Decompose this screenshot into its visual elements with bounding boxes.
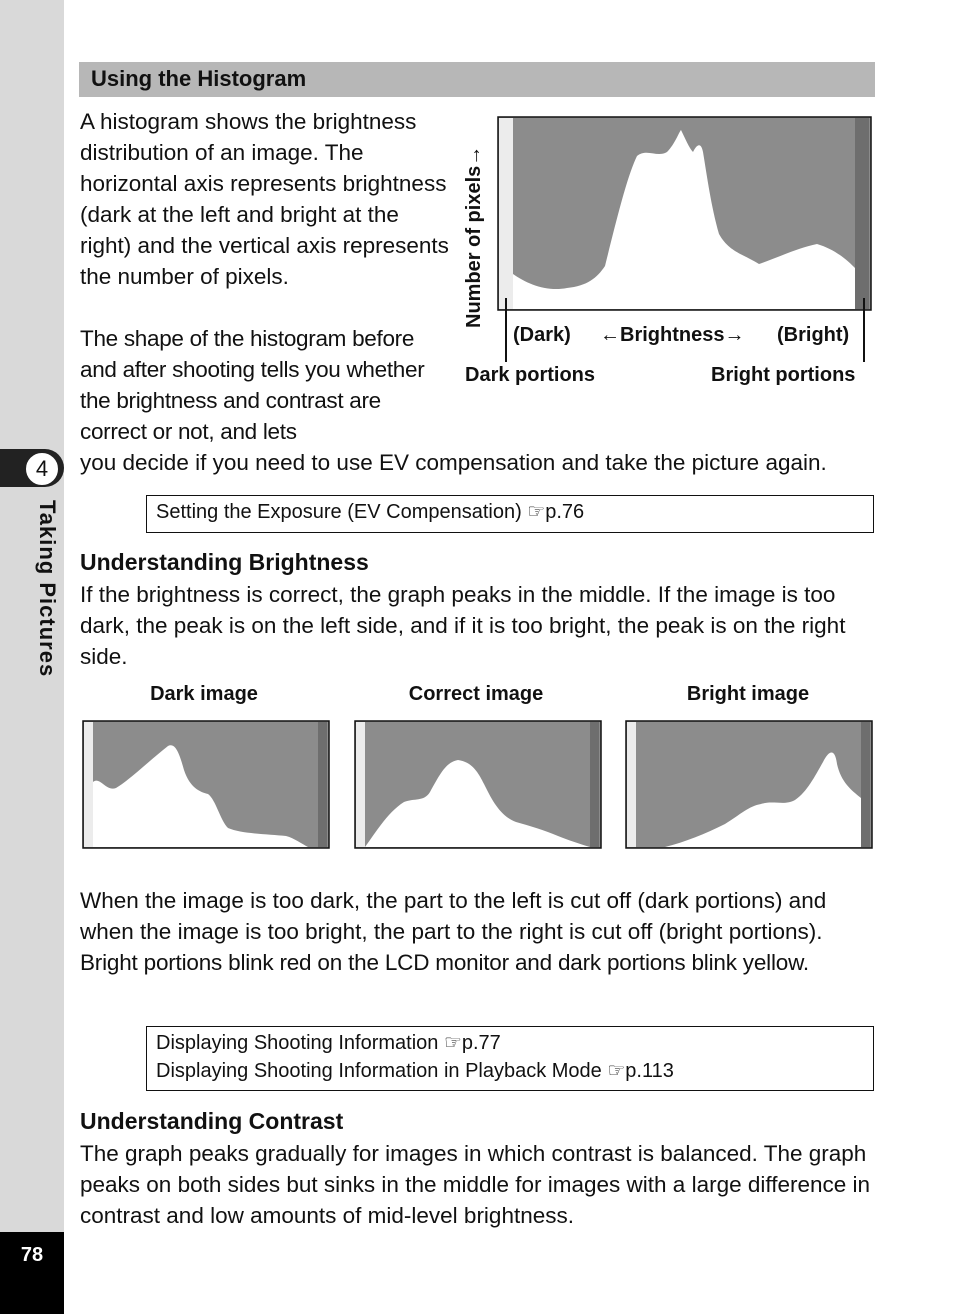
reference-box-display xyxy=(146,1026,874,1091)
brightness-paragraph: If the brightness is correct, the graph peaks in the middle. If the image is too dark, the peak is on the left side, and if it is too bright, the peak is on the right side. xyxy=(80,582,846,669)
dark-image-histogram xyxy=(82,720,330,850)
page-number: 78 xyxy=(20,1244,44,1266)
dark-portions-label: Dark portions xyxy=(465,364,596,386)
chapter-title: Taking Pictures xyxy=(35,500,60,678)
bright-portions-leader xyxy=(863,298,865,362)
intro-paragraph: A histogram shows the brightness distribution of an image. The horizontal axis represents brightness (dark at the left and bright at the right) and the vertical axis represents the number of pixels. xyxy=(80,109,449,289)
y-axis-label: Number of pixels→ xyxy=(463,145,485,328)
bright-portions-label: Bright portions xyxy=(711,364,856,386)
caption-bright-image: Bright image xyxy=(686,683,810,705)
dark-edge xyxy=(499,118,513,309)
contrast-heading: Understanding Contrast xyxy=(80,1108,344,1134)
chapter-number: 4 xyxy=(25,452,59,486)
dark-label: (Dark) xyxy=(513,324,571,346)
caption-correct-image: Correct image xyxy=(408,683,544,705)
intro-paragraph-2: The shape of the histogram before and after shooting tells you whether the brightness and contrast are correct or not, and lets xyxy=(80,326,425,444)
dark-portions-leader xyxy=(505,298,507,362)
explanation-text-1: When the image is too dark, the part to the left is cut off (dark portions) and when the image is too bright, the part to the right is cut off (bright portions). xyxy=(80,888,827,944)
brightness-axis-label: ←Brightness→ xyxy=(600,324,745,346)
reference-link-shooting-info[interactable]: Displaying Shooting Information ☞p.77 xyxy=(156,1032,501,1054)
reference-link-playback-info[interactable]: Displaying Shooting Information in Playback Mode ☞p.113 xyxy=(156,1060,674,1082)
reference-link-ev[interactable]: Setting the Exposure (EV Compensation) ☞p.76 xyxy=(156,501,585,523)
bright-edge xyxy=(855,118,869,309)
explanation-paragraph xyxy=(80,885,880,978)
caption-dark-image: Dark image xyxy=(150,683,258,705)
correct-image-histogram xyxy=(354,720,602,850)
explanation-text-2: Bright portions blink red on the LCD monitor and dark portions blink yellow. xyxy=(80,950,809,975)
section-title: Using the Histogram xyxy=(91,66,307,91)
main-histogram xyxy=(497,116,873,312)
intro-paragraph-3: you decide if you need to use EV compensation and take the picture again. xyxy=(80,450,827,475)
contrast-paragraph: The graph peaks gradually for images in which contrast is balanced. The graph peaks on both sides but sinks in the middle for images with a large difference in contrast and low amounts of mid-level brightness. xyxy=(80,1141,871,1228)
bright-label: (Bright) xyxy=(777,324,850,346)
reference-box-ev xyxy=(146,495,874,533)
brightness-heading: Understanding Brightness xyxy=(80,549,369,575)
bright-image-histogram xyxy=(625,720,873,850)
